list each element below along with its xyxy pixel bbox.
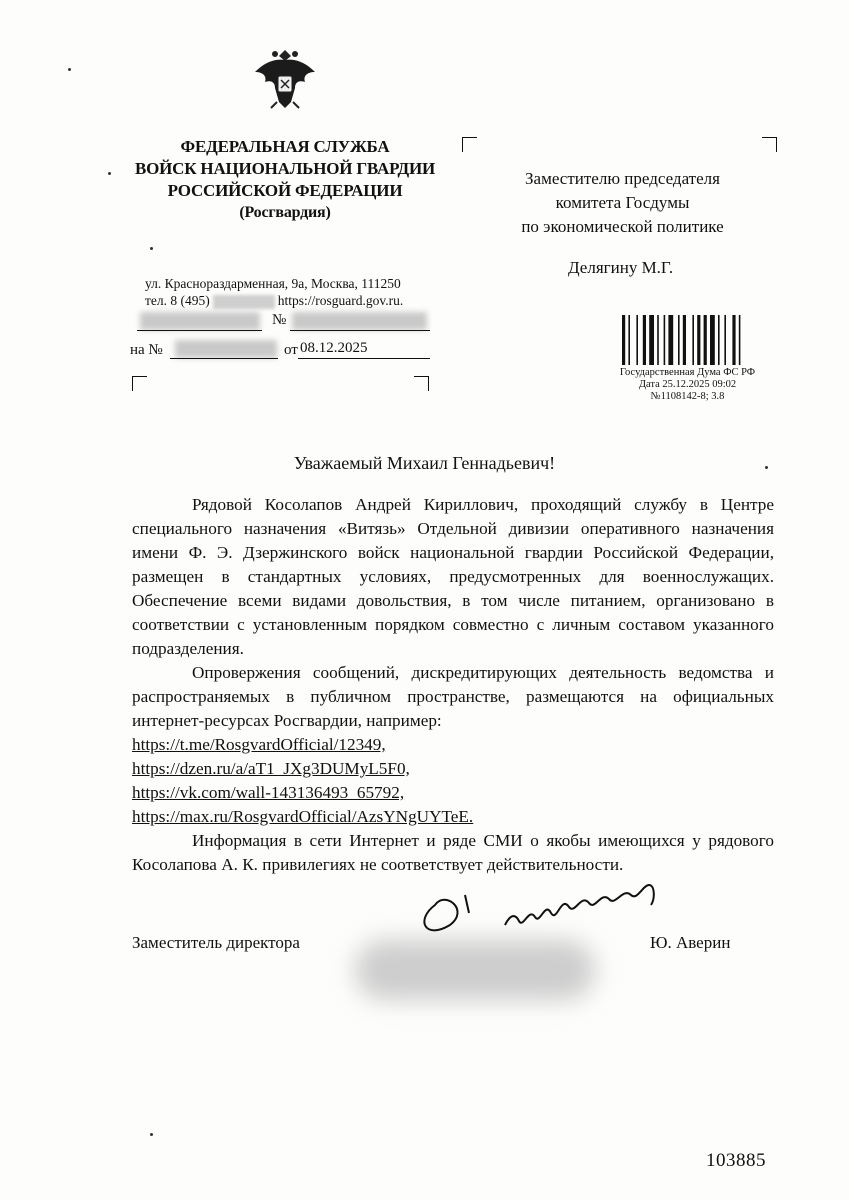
registration-stamp [600,315,760,405]
body-paragraph-1: Рядовой Косолапов Андрей Кириллович, проходящий службу в Центре специального назначения «Витязь» Отдельной дивизии оперативного назначения имени Ф. Э. Дзержинского войск национальной гвардии Российской Федерации, размещен в стандартных условиях, предусмотренных для военнослужащих. Обеспечение всеми видами довольствия, в том числе питанием, организовано в соответствии с установленным порядком совместно с личным составом указанного подразделения. [132,495,774,658]
addressee-line2: комитета Госдумы [555,193,690,212]
signer-name: Ю. Аверин [650,933,731,952]
redacted-signature-area [355,940,595,1000]
handwritten-signature [405,880,735,940]
addressee-line3: по экономической политике [521,217,724,236]
letter-body [132,493,774,877]
organization-header [120,136,450,224]
stamp-line2: Дата 25.12.2025 09:02 [638,379,737,390]
org-name-line2: ВОЙСК НАЦИОНАЛЬНОЙ ГВАРДИИ [134,159,435,178]
org-phone-prefix: тел. 8 (495) [145,293,210,308]
redacted-outgoing-date [140,312,260,330]
link-dzen[interactable]: https://dzen.ru/a/aT1_JXg3DUMyL5F0, [132,759,410,778]
org-name-line3: РОССИЙСКОЙ ФЕДЕРАЦИИ [167,181,403,200]
body-paragraph-3: Информация в сети Интернет и ряде СМИ о якобы имеющихся у рядового Косолапова А. К. привилегиях не соответствует действительности. [132,831,774,874]
scan-speck [108,172,111,175]
outgoing-number-sign: № [272,312,287,328]
reply-number-line [170,358,278,359]
org-website: https://rosguard.gov.ru. [277,293,404,308]
addressee-block [505,167,740,239]
corner-bracket-left-top [132,376,147,391]
link-telegram[interactable]: https://t.me/RosgvardOfficial/12349, [132,735,386,754]
org-short-name: (Росгвардия) [239,204,331,221]
scan-speck [765,466,768,469]
corner-bracket-right-top [462,137,477,152]
redacted-outgoing-number [292,312,427,330]
reply-date-line [298,358,430,359]
org-contacts [145,275,403,309]
corner-bracket-left-top-right [414,376,429,391]
scan-speck [150,247,153,250]
barcode-icon [622,315,752,365]
addressee-line1: Заместителю председателя [525,169,720,188]
org-address: ул. Краснораздарменная, 9а, Москва, 111250 [145,276,401,291]
scan-speck [68,68,71,71]
outgoing-number-line [290,330,430,331]
link-vk[interactable]: https://vk.com/wall-143136493_65792, [132,783,405,802]
redacted-reply-number [175,340,277,358]
stamp-line1: Государственная Дума ФС РФ [619,367,756,378]
corner-bracket-right-top-right [762,137,777,152]
reply-number-prefix: на № [130,342,163,358]
outgoing-date-line [137,330,262,331]
stamp-line3: №1108142-8; 3.8 [650,391,725,402]
body-paragraph-2: Опровержения сообщений, дискредитирующих деятельность ведомства и распространяемых в публичном пространстве, размещаются на официальных интернет-ресурсах Росгвардии, например: [132,663,774,730]
salutation: Уважаемый Михаил Геннадьевич! [293,453,556,473]
links-list [132,733,774,829]
coat-of-arms-emblem [245,42,325,122]
org-name-line1: ФЕДЕРАЛЬНАЯ СЛУЖБА [180,137,390,156]
scan-speck [150,1133,153,1136]
reply-date: 08.12.2025 [300,340,368,356]
addressee-name: Делягину М.Г. [568,258,674,277]
document-number: 103885 [706,1150,766,1171]
reply-date-prefix: от [284,342,298,358]
redacted-phone [213,295,275,309]
link-max[interactable]: https://max.ru/RosgvardOfficial/AzsYNgUYTeE. [132,807,474,826]
signer-title: Заместитель директора [132,933,300,952]
